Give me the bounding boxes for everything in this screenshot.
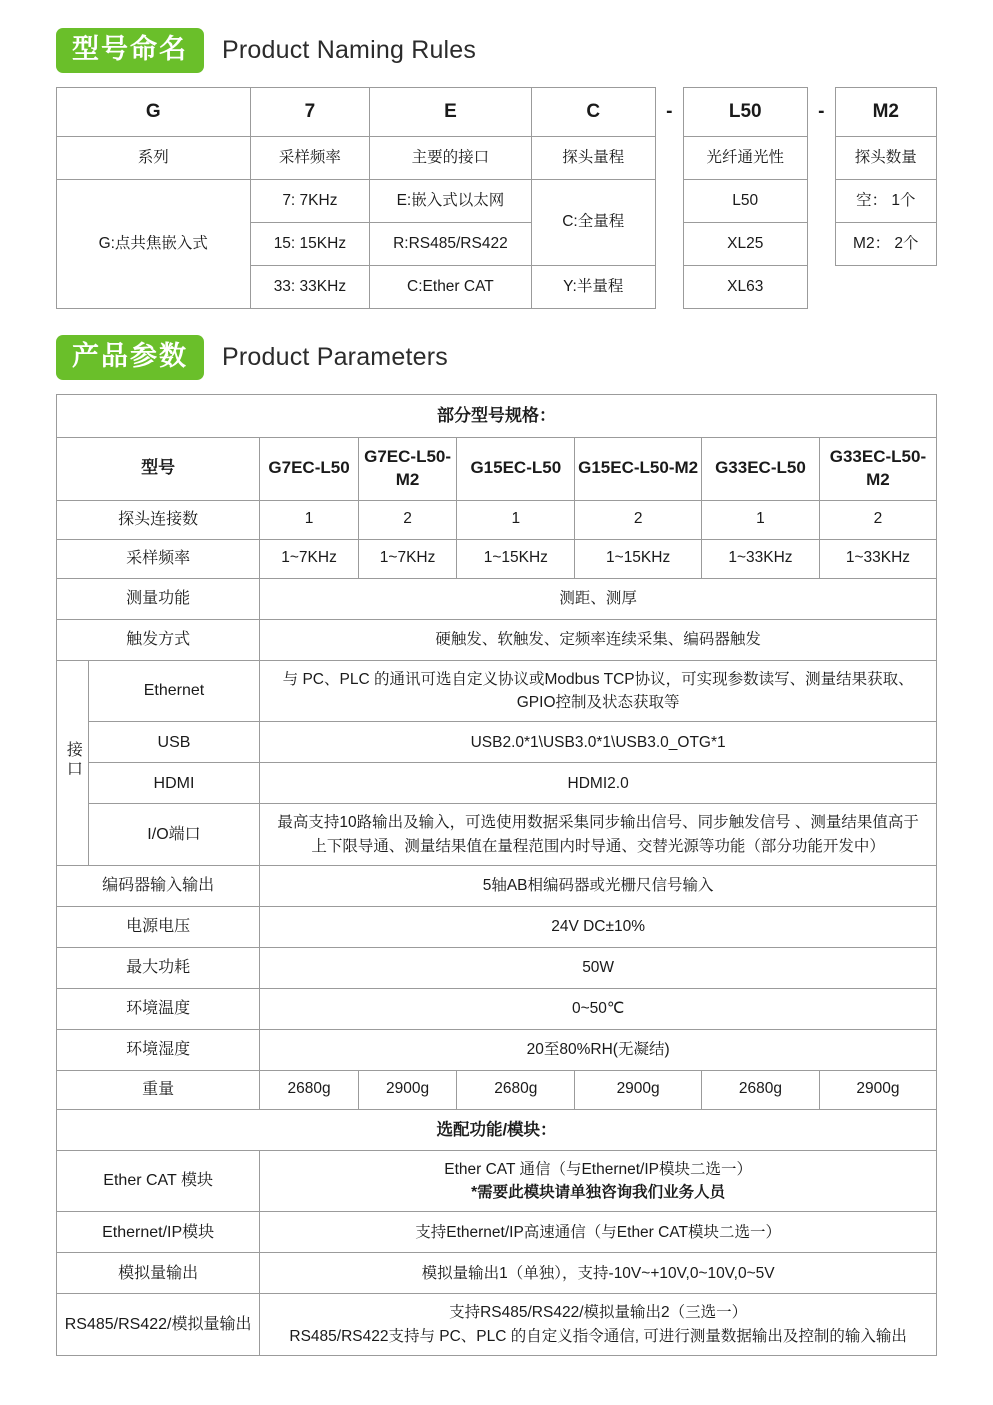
rs485-output-label: RS485/RS422/模拟量输出 [57,1294,260,1356]
optional-modules-title: 选配功能/模块： [57,1109,937,1150]
hdmi-label: HDMI [88,763,260,804]
naming-count-2: M2： 2个 [835,223,936,266]
table-row [57,660,937,722]
naming-label-freq: 采样频率 [250,137,370,180]
model-g15ec-l50-m2: G15EC-L50-M2 [575,438,702,501]
table-row [57,1253,937,1294]
measure-function-label: 测量功能 [57,578,260,619]
ethercat-module-line2: *需要此模块请单独咨询我们业务人员 [471,1184,726,1202]
naming-freq-2: 15: 15KHz [250,223,370,266]
sampling-freq-5: 1~33KHz [701,539,819,578]
weight-5: 2680g [701,1070,819,1109]
naming-freq-1: 7: 7KHz [250,180,370,223]
table-row [57,1029,937,1070]
ambient-temp-value: 0~50℃ [260,988,937,1029]
naming-code-series: G [57,88,251,137]
spacer-cell [835,266,936,309]
naming-count-1: 空： 1个 [835,180,936,223]
table-row [57,1070,937,1109]
naming-label-range: 探头量程 [531,137,655,180]
ethernet-label: Ethernet [88,660,260,722]
usb-value: USB2.0*1\USB3.0*1\USB3.0_OTG*1 [260,722,937,763]
encoder-io-label: 编码器输入输出 [57,865,260,906]
params-title-en: Product Parameters [222,343,448,371]
ethercat-module-value [260,1150,937,1212]
ethernetip-module-label: Ethernet/IP模块 [57,1212,260,1253]
rs485-output-line1: 支持RS485/RS422/模拟量输出2（三选一） [449,1304,748,1322]
rs485-output-value [260,1294,937,1356]
weight-3: 2680g [457,1070,575,1109]
model-label: 型号 [57,438,260,501]
ethercat-module-label: Ether CAT 模块 [57,1150,260,1212]
table-row [57,722,937,763]
io-port-value: 最高支持10路输出及输入，可选使用数据采集同步输出信号、同步触发信号 、测量结果值高于上下限导通、测量结果值在量程范围内时导通、交替光源等功能（部分功能开发中） [260,804,937,866]
power-voltage-value: 24V DC±10% [260,906,937,947]
naming-code-freq: 7 [250,88,370,137]
model-g7ec-l50-m2: G7EC-L50-M2 [358,438,457,501]
sampling-freq-3: 1~15KHz [457,539,575,578]
naming-title-en: Product Naming Rules [222,36,477,64]
table-row [57,137,937,180]
naming-label-series: 系列 [57,137,251,180]
probe-count-label: 探头连接数 [57,500,260,539]
ambient-humidity-label: 环境湿度 [57,1029,260,1070]
table-row [57,1150,937,1212]
table-row [57,763,937,804]
probe-count-5: 1 [701,500,819,539]
naming-range-2: Y:半量程 [531,266,655,309]
table-row [57,988,937,1029]
analog-output-value: 模拟量输出1（单独），支持-10V~+10V,0~10V,0~5V [260,1253,937,1294]
naming-interface-1: E:嵌入式以太网 [370,180,531,223]
naming-code-dash-1: - [666,101,673,123]
sampling-freq-label: 采样频率 [57,539,260,578]
naming-code-dash-2: - [818,101,825,123]
model-g7ec-l50: G7EC-L50 [260,438,359,501]
table-row [57,804,937,866]
weight-1: 2680g [260,1070,359,1109]
product-parameters-table [56,394,937,1356]
probe-count-3: 1 [457,500,575,539]
naming-code-range: C [531,88,655,137]
table-row [57,1212,937,1253]
params-section-header [56,335,937,380]
weight-2: 2900g [358,1070,457,1109]
naming-fiber-3: XL63 [683,266,807,309]
rs485-output-line2: RS485/RS422支持与 PC、PLC 的自定义指令通信, 可进行测量数据输出及控制的输入输出 [289,1327,907,1345]
table-row [57,500,937,539]
spacer-cell [807,137,835,180]
naming-fiber-2: XL25 [683,223,807,266]
table-row [57,947,937,988]
naming-label-count: 探头数量 [835,137,936,180]
ethernet-value: 与 PC、PLC 的通讯可选自定义协议或Modbus TCP协议，可实现参数读写、测量结果获取、GPIO控制及状态获取等 [260,660,937,722]
weight-4: 2900g [575,1070,702,1109]
params-badge: 产品参数 [56,335,204,380]
sampling-freq-4: 1~15KHz [575,539,702,578]
ambient-humidity-value: 20至80%RH(无凝结) [260,1029,937,1070]
naming-fiber-1: L50 [683,180,807,223]
sampling-freq-1: 1~7KHz [260,539,359,578]
trigger-mode-value: 硬触发、软触发、定频率连续采集、编码器触发 [260,619,937,660]
usb-label: USB [88,722,260,763]
max-power-label: 最大功耗 [57,947,260,988]
ambient-temp-label: 环境温度 [57,988,260,1029]
naming-label-fiber: 光纤通光性 [683,137,807,180]
naming-label-interface: 主要的接口 [370,137,531,180]
io-port-label: I/O端口 [88,804,260,866]
spacer-cell [655,266,683,309]
naming-interface-2: R:RS485/RS422 [370,223,531,266]
naming-range-1: C:全量程 [531,180,655,266]
probe-count-2: 2 [358,500,457,539]
table-row [57,619,937,660]
ethercat-module-line1: Ether CAT 通信（与Ethernet/IP模块二选一） [444,1160,753,1178]
table-row [57,539,937,578]
table-row [57,1294,937,1356]
model-g15ec-l50: G15EC-L50 [457,438,575,501]
spacer-cell [807,180,835,223]
spacer-cell [807,223,835,266]
interface-group-label: 接口 [57,660,89,865]
model-g33ec-l50: G33EC-L50 [701,438,819,501]
analog-output-label: 模拟量输出 [57,1253,260,1294]
hdmi-value: HDMI2.0 [260,763,937,804]
naming-code-interface: E [370,88,531,137]
power-voltage-label: 电源电压 [57,906,260,947]
weight-6: 2900g [819,1070,936,1109]
spacer-cell [655,137,683,180]
naming-code-count: M2 [835,88,936,137]
table-row [57,578,937,619]
naming-section-header [56,28,937,73]
spacer-cell [655,180,683,223]
naming-code-fiber: L50 [683,88,807,137]
table-row [57,438,937,501]
probe-count-1: 1 [260,500,359,539]
sampling-freq-6: 1~33KHz [819,539,936,578]
max-power-value: 50W [260,947,937,988]
model-g33ec-l50-m2: G33EC-L50-M2 [819,438,936,501]
sampling-freq-2: 1~7KHz [358,539,457,578]
probe-count-4: 2 [575,500,702,539]
naming-rules-table [56,87,937,309]
params-spec-title: 部分型号规格： [57,395,937,438]
table-row [57,865,937,906]
encoder-io-value: 5轴AB相编码器或光栅尺信号输入 [260,865,937,906]
naming-series-value: G:点共焦嵌入式 [57,180,251,309]
naming-freq-3: 33: 33KHz [250,266,370,309]
table-row [57,88,937,137]
table-row [57,180,937,223]
table-row [57,395,937,438]
weight-label: 重量 [57,1070,260,1109]
ethernetip-module-value: 支持Ethernet/IP高速通信（与Ether CAT模块二选一） [260,1212,937,1253]
table-row [57,906,937,947]
measure-function-value: 测距、测厚 [260,578,937,619]
naming-interface-3: C:Ether CAT [370,266,531,309]
trigger-mode-label: 触发方式 [57,619,260,660]
probe-count-6: 2 [819,500,936,539]
table-row [57,1109,937,1150]
naming-badge: 型号命名 [56,28,204,73]
spacer-cell [655,223,683,266]
spacer-cell [807,266,835,309]
